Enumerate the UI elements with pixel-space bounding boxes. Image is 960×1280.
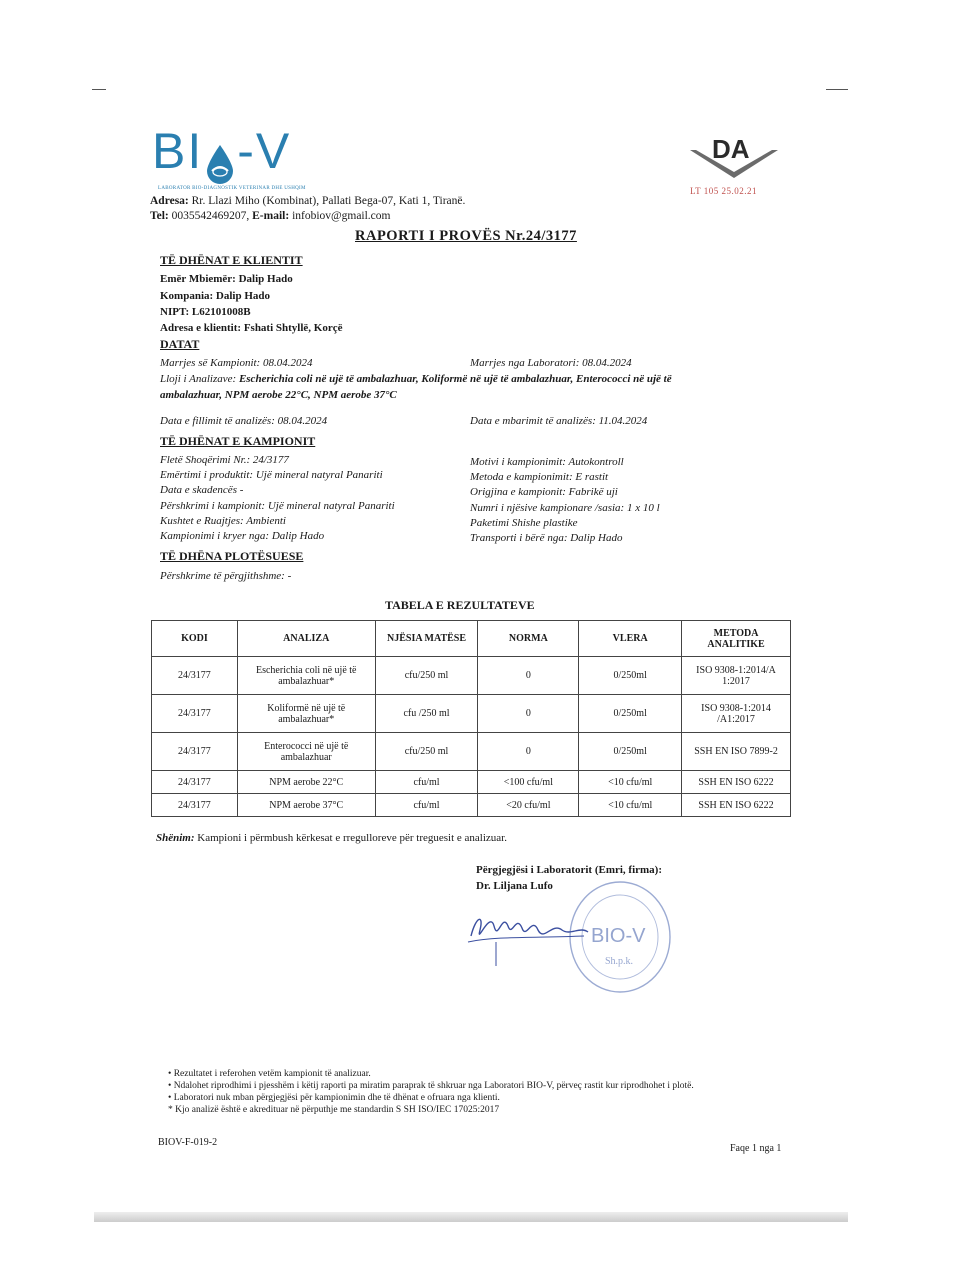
sample-left-item: Emërtimi i produktit: Ujë mineral natyral Panariti bbox=[160, 469, 383, 482]
results-title: TABELA E REZULTATEVE bbox=[385, 598, 535, 612]
sample-left-column bbox=[160, 453, 395, 544]
da-accreditation-logo bbox=[688, 130, 780, 182]
cell: <10 cfu/ml bbox=[579, 771, 682, 794]
email-value: infobiov@gmail.com bbox=[292, 210, 391, 222]
sample-received-date: Marrjes së Kampionit: 08.04.2024 bbox=[160, 357, 313, 369]
corner-mark-right bbox=[826, 89, 848, 90]
tel-value: 0035542469207, bbox=[171, 210, 250, 222]
address-label: Adresa: bbox=[150, 195, 189, 207]
table-row bbox=[152, 733, 791, 771]
sample-right-item: Metoda e kampionimit: E rastit bbox=[470, 471, 609, 484]
logo-subtitle: LABORATOR BIO-DIAGNOSTIK VETERINAR DHE USHQIM bbox=[158, 186, 306, 191]
accreditation-code: LT 105 25.02.21 bbox=[690, 186, 758, 196]
footnote-item: * Kjo analizë është e akredituar në përputhje me standardin S SH ISO/IEC 17025:2017 bbox=[168, 1105, 500, 1115]
additional-heading: TË DHËNA PLOTËSUESE bbox=[160, 549, 304, 563]
header-njesia: NJËSIA MATËSE bbox=[375, 621, 478, 657]
lab-received-date: Marrjes nga Laboratori: 08.04.2024 bbox=[470, 357, 632, 369]
client-address: Adresa e klientit: Fshati Shtyllë, Korçë bbox=[160, 322, 343, 334]
note-text: Kampioni i përmbush kërkesat e rregulloreve për treguesit e analizuar. bbox=[197, 832, 507, 844]
header-kodi: KODI bbox=[152, 621, 238, 657]
sample-right-item: Motivi i kampionimit: Autokontroll bbox=[470, 456, 624, 468]
cell: Koliformë në ujë të ambalazhuar* bbox=[237, 695, 375, 733]
cell: 0/250ml bbox=[579, 733, 682, 771]
sample-left-item: Kampionimi i kryer nga: Dalip Hado bbox=[160, 530, 325, 543]
analysis-type-line1 bbox=[160, 373, 760, 385]
contact-line bbox=[150, 210, 391, 222]
footnote-item: • Laboratori nuk mban përgjegjësi për kampionimin dhe të dhënat e ofruara nga klienti. bbox=[168, 1093, 500, 1103]
table-row bbox=[152, 771, 791, 794]
cell: SSH EN ISO 7899-2 bbox=[682, 733, 791, 771]
cell: 24/3177 bbox=[152, 695, 238, 733]
analysis-type-label: Lloji i Analizave: bbox=[160, 373, 237, 385]
cell: 24/3177 bbox=[152, 657, 238, 695]
address-line bbox=[150, 195, 465, 207]
water-drop-icon bbox=[203, 143, 237, 185]
cell: cfu/250 ml bbox=[375, 657, 478, 695]
header-metoda: METODA ANALITIKE bbox=[682, 621, 791, 657]
header-analiza: ANALIZA bbox=[237, 621, 375, 657]
cell: 0/250ml bbox=[579, 657, 682, 695]
cell: 0 bbox=[478, 657, 579, 695]
cell: 0/250ml bbox=[579, 695, 682, 733]
client-company: Kompania: Dalip Hado bbox=[160, 290, 271, 302]
signature-icon bbox=[466, 896, 596, 968]
footnote-item: • Rezultatet i referohen vetëm kampionit të analizuar. bbox=[168, 1069, 371, 1079]
cell: cfu /250 ml bbox=[375, 695, 478, 733]
sample-heading: TË DHËNAT E KAMPIONIT bbox=[160, 434, 316, 448]
responsible-name: Dr. Liljana Lufo bbox=[476, 880, 553, 892]
analysis-start-date: Data e fillimit të analizës: 08.04.2024 bbox=[160, 415, 328, 427]
cell: NPM aerobe 22°C bbox=[237, 771, 375, 794]
sample-right-item: Origjina e kampionit: Fabrikë uji bbox=[470, 486, 618, 499]
cell: <10 cfu/ml bbox=[579, 794, 682, 817]
cell: Enterococci në ujë të ambalazhuar bbox=[237, 733, 375, 771]
cell: cfu/ml bbox=[375, 771, 478, 794]
cell: ISO 9308-1:2014/A 1:2017 bbox=[682, 657, 791, 695]
cell: NPM aerobe 37°C bbox=[237, 794, 375, 817]
report-title: RAPORTI I PROVËS Nr.24/3177 bbox=[355, 228, 577, 244]
client-nipt: NIPT: L62101008B bbox=[160, 306, 251, 318]
sample-right-item: Paketimi Shishe plastike bbox=[470, 516, 578, 529]
sample-right-item: Numri i njësive kampionare /sasia: 1 x 10 l bbox=[470, 501, 660, 514]
page-number: Faqe 1 nga 1 bbox=[730, 1143, 782, 1154]
note-label: Shënim: bbox=[156, 832, 195, 844]
sample-right-item: Transporti i bërë nga: Dalip Hado bbox=[470, 532, 623, 545]
logo-text-bi: BI bbox=[152, 123, 204, 179]
handwritten-signature bbox=[466, 896, 596, 968]
cell: Escherichia coli në ujë të ambalazhuar* bbox=[237, 657, 375, 695]
client-heading: TË DHËNAT E KLIENTIT bbox=[160, 253, 303, 267]
cell: 24/3177 bbox=[152, 733, 238, 771]
table-row bbox=[152, 657, 791, 695]
footnote-item: • Ndalohet riprodhimi i pjesshëm i këtij raporti pa miratim paraprak të shkruar nga Laboratori BIO-V, përveç rastit kur riprodhohet i plotë. bbox=[168, 1081, 694, 1091]
logo-text-v: -V bbox=[237, 123, 292, 179]
analysis-type-value-2: ambalazhuar, NPM aerobe 22°C, NPM aerobe 37°C bbox=[160, 389, 397, 401]
cell: cfu/250 ml bbox=[375, 733, 478, 771]
table-header-row bbox=[152, 621, 791, 657]
cell: <20 cfu/ml bbox=[478, 794, 579, 817]
sample-left-item: Data e skadencës - bbox=[160, 484, 244, 497]
form-code: BIOV-F-019-2 bbox=[158, 1137, 218, 1148]
scan-edge bbox=[94, 1212, 848, 1222]
sample-left-item: Përshkrimi i kampionit: Ujë mineral natyral Panariti bbox=[160, 499, 395, 512]
footnotes bbox=[168, 1068, 694, 1116]
results-table bbox=[151, 620, 791, 817]
cell: 24/3177 bbox=[152, 771, 238, 794]
cell: <100 cfu/ml bbox=[478, 771, 579, 794]
cell: ISO 9308-1:2014 /A1:2017 bbox=[682, 695, 791, 733]
table-row bbox=[152, 695, 791, 733]
cell: SSH EN ISO 6222 bbox=[682, 771, 791, 794]
cell: 0 bbox=[478, 733, 579, 771]
biov-logo bbox=[152, 122, 291, 185]
stamp-text: BIO-V bbox=[591, 925, 646, 947]
note-line bbox=[156, 832, 507, 844]
cell: 0 bbox=[478, 695, 579, 733]
responsible-label: Përgjegjësi i Laboratorit (Emri, firma): bbox=[476, 864, 663, 876]
address-value: Rr. Llazi Miho (Kombinat), Pallati Bega-07, Kati 1, Tiranë. bbox=[191, 195, 466, 207]
da-logo-text: DA bbox=[712, 134, 750, 164]
sample-left-item: Kushtet e Ruajtjes: Ambienti bbox=[160, 514, 286, 527]
header-norma: NORMA bbox=[478, 621, 579, 657]
da-chevron-icon bbox=[688, 130, 780, 182]
corner-mark-left bbox=[92, 89, 106, 90]
dates-heading: DATAT bbox=[160, 337, 200, 351]
email-label: E-mail: bbox=[252, 210, 290, 222]
tel-label: Tel: bbox=[150, 210, 169, 222]
sample-left-item: Fletë Shoqërimi Nr.: 24/3177 bbox=[160, 454, 289, 466]
cell: cfu/ml bbox=[375, 794, 478, 817]
general-description: Përshkrime të përgjithshme: - bbox=[160, 570, 292, 582]
sample-right-column bbox=[470, 455, 660, 546]
table-row bbox=[152, 794, 791, 817]
header-vlera: VLERA bbox=[579, 621, 682, 657]
cell: 24/3177 bbox=[152, 794, 238, 817]
analysis-end-date: Data e mbarimit të analizës: 11.04.2024 bbox=[470, 415, 648, 427]
stamp-subtext: Sh.p.k. bbox=[605, 956, 634, 967]
cell: SSH EN ISO 6222 bbox=[682, 794, 791, 817]
analysis-type-line2 bbox=[160, 389, 397, 401]
analysis-type-value: Escherichia coli në ujë të ambalazhuar, Koliformë në ujë të ambalazhuar, Enterococci në ujë të bbox=[238, 373, 672, 385]
client-name: Emër Mbiemër: Dalip Hado bbox=[160, 273, 293, 285]
